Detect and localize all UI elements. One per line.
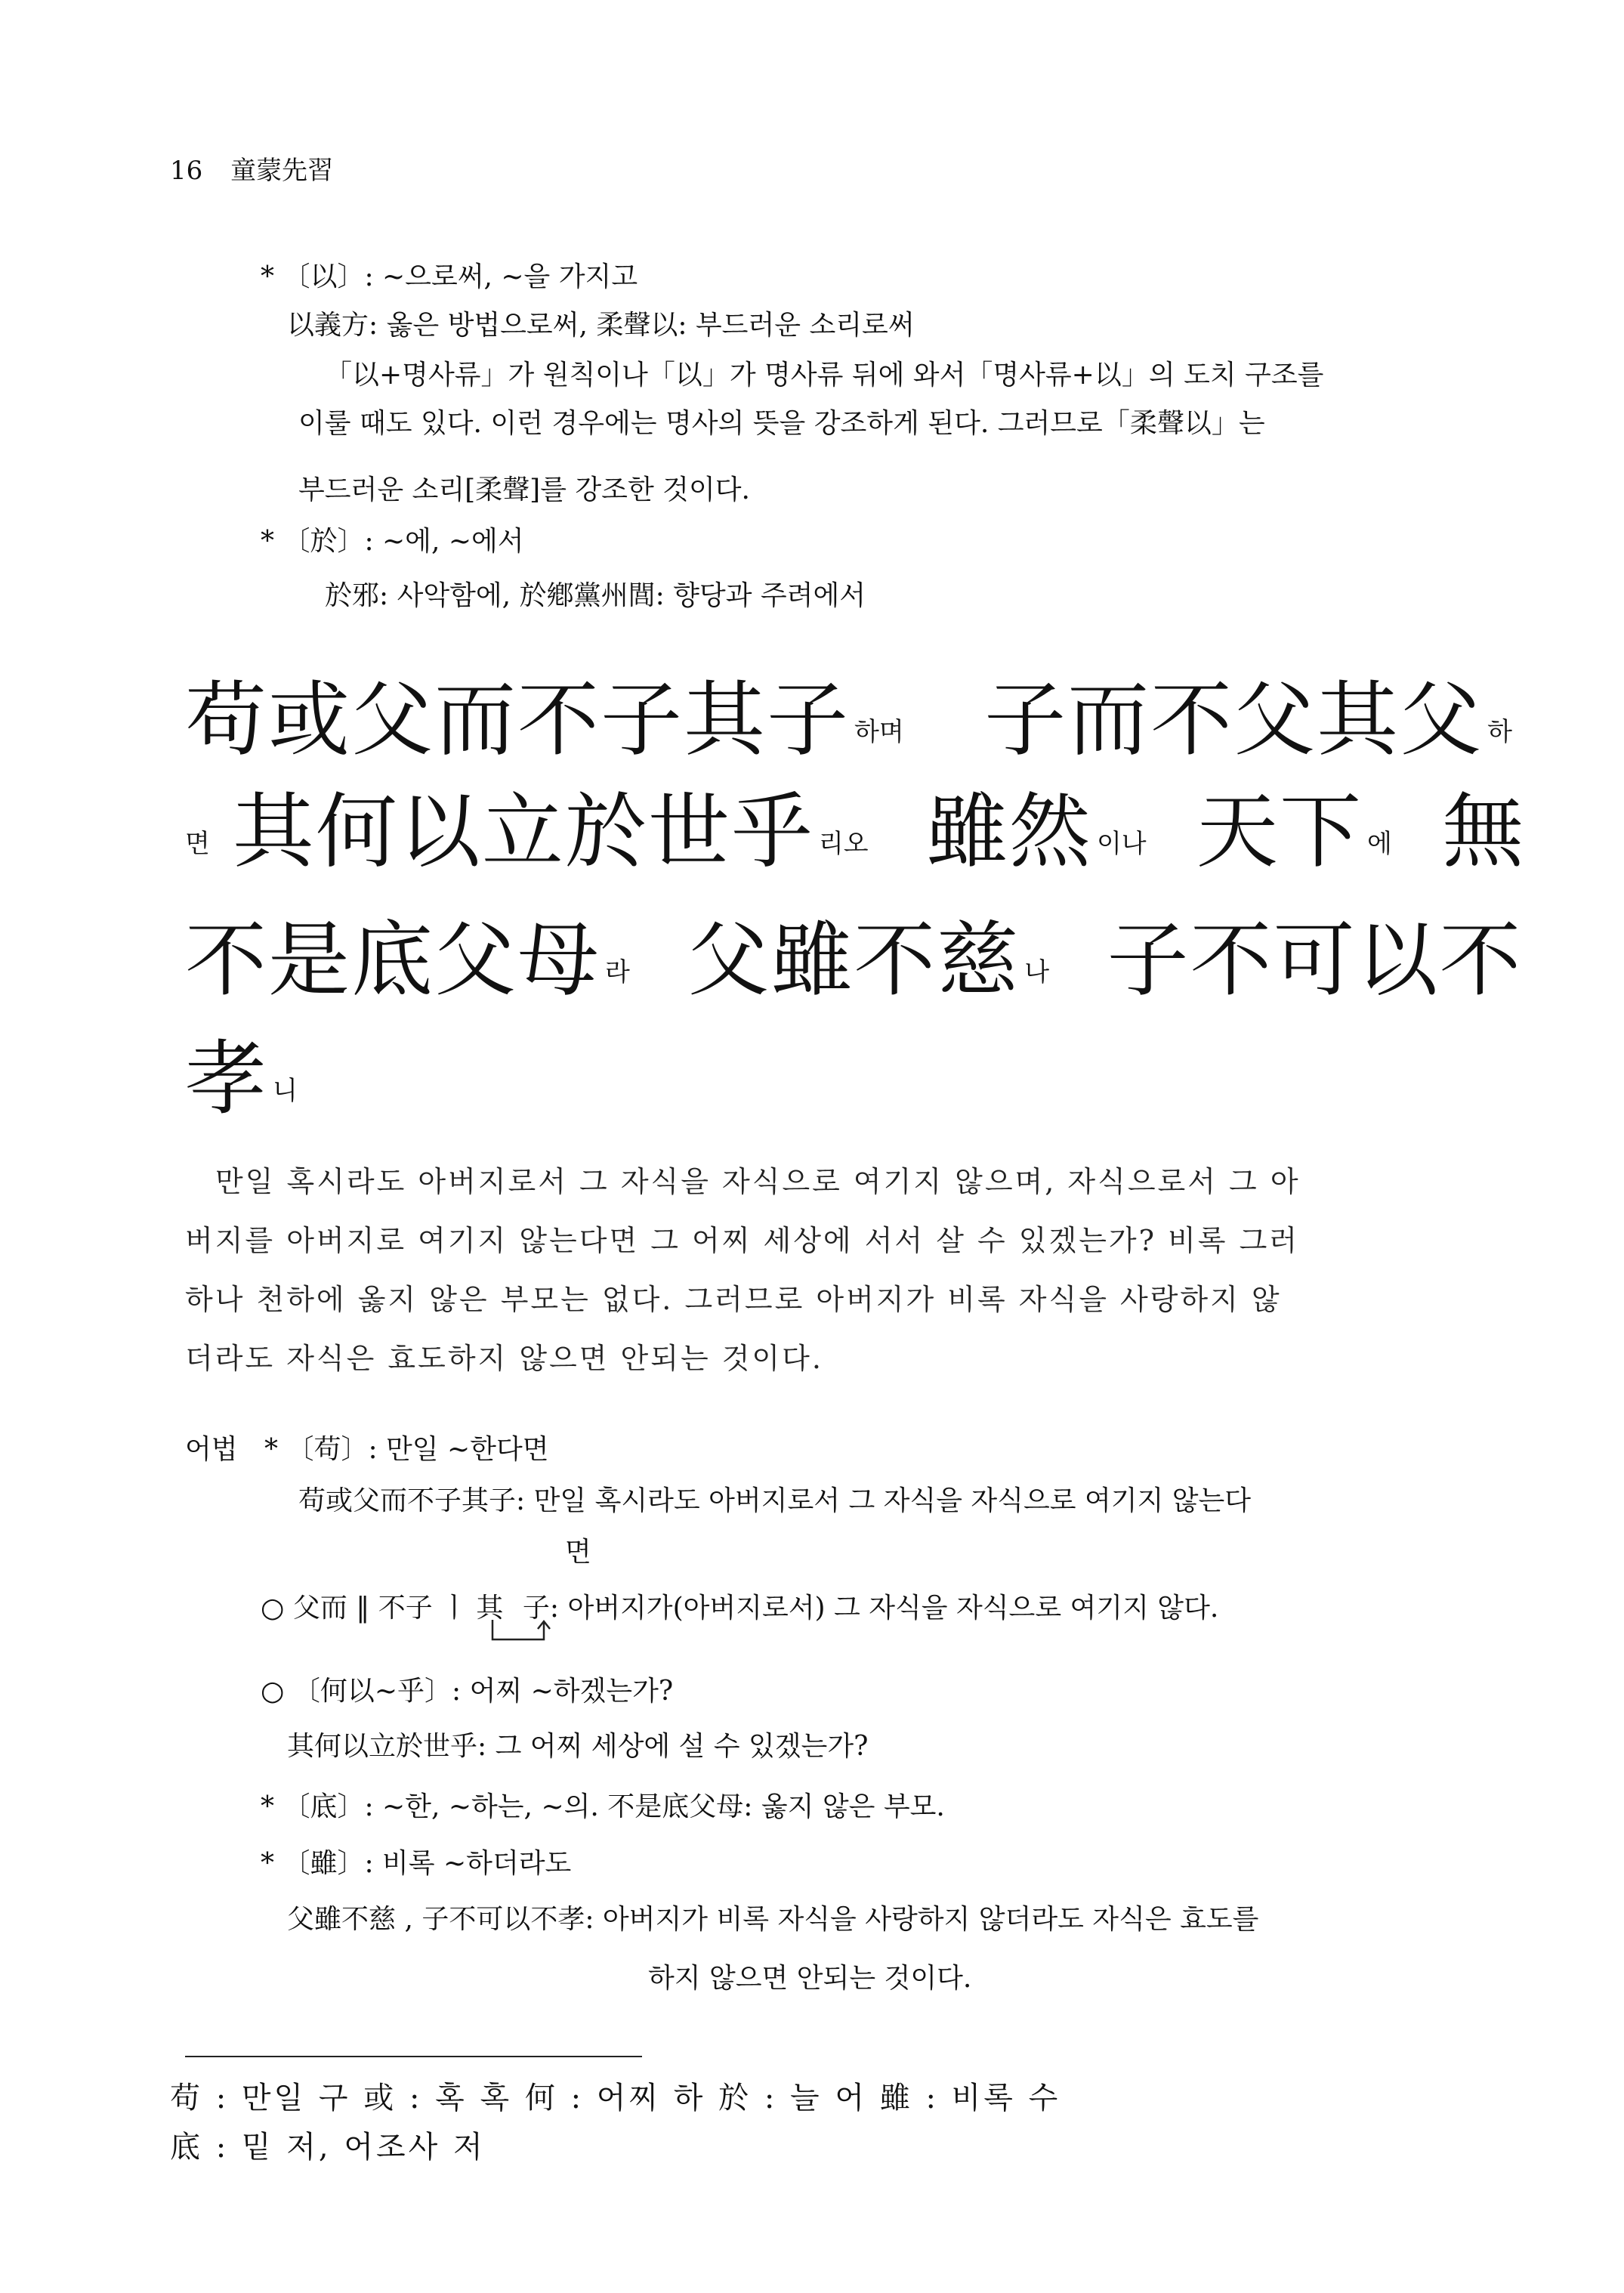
grammar-entry: ○ 〔何以~乎〕: 어찌 ~하겠는가? bbox=[261, 1676, 674, 1707]
qi-char: 其 bbox=[476, 1593, 504, 1624]
hangul-suffix: 하 bbox=[1487, 717, 1512, 747]
footnote-divider bbox=[185, 2056, 642, 2057]
book-title: 童蒙先習 bbox=[230, 156, 334, 186]
hangul-suffix: 리오 bbox=[818, 829, 869, 859]
footnote-gloss-line-1: 苟 : 만일 구 或 : 혹 혹 何 : 어찌 하 於 : 늘 어 雖 : 비록 수 bbox=[170, 2081, 1061, 2115]
main-text-segment: 子不可以不 bbox=[1107, 913, 1523, 1008]
main-text-segment: 子而不父其父 bbox=[984, 673, 1484, 768]
grammar-entry: 하지 않으면 안되는 것이다. bbox=[648, 1963, 972, 1994]
footnote-gloss-line-2: 底 : 밑 저, 어조사 저 bbox=[170, 2130, 486, 2165]
grammar-entry: 父雖不慈 , 子不可以不孝: 아버지가 비록 자식을 사랑하지 않더라도 자식은 효도를 bbox=[287, 1904, 1259, 1935]
grammar-top-line-5: 부드러운 소리[柔聲]를 강조한 것이다. bbox=[298, 474, 750, 505]
page-number: 16 bbox=[170, 156, 203, 186]
translation-line: 만일 혹시라도 아버지로서 그 자식을 자식으로 여기지 않으며, 자식으로서 그 아 bbox=[215, 1165, 1301, 1198]
grammar-top-line-7: 於邪: 사악함에, 於鄕黨州閭: 향당과 주려에서 bbox=[325, 580, 866, 611]
translation-line: 더라도 자식은 효도하지 않으면 안되는 것이다. bbox=[185, 1342, 823, 1375]
page-header bbox=[170, 150, 333, 187]
hangul-suffix: 하며 bbox=[854, 717, 904, 747]
hangul-suffix: 면 bbox=[185, 829, 210, 859]
main-text-segment: 雖然 bbox=[925, 785, 1092, 879]
translation-line: 버지를 아버지로 여기지 않는다면 그 어찌 세상에 서서 살 수 있겠는가? 비록 그러 bbox=[185, 1224, 1299, 1257]
main-text-segment: 無 bbox=[1442, 785, 1526, 879]
grammar-top-line-4: 이룰 때도 있다. 이런 경우에는 명사의 뜻을 강조하게 된다. 그러므로「柔聲以」는 bbox=[298, 408, 1265, 439]
hangul-suffix: 이나 bbox=[1096, 829, 1147, 859]
main-text-segment: 天下 bbox=[1196, 785, 1363, 879]
grammar-entry: * 〔苟〕: 만일 ~한다면 bbox=[264, 1434, 549, 1465]
main-text-line-1 bbox=[185, 673, 1512, 768]
main-text-line-2 bbox=[185, 785, 1526, 879]
main-text-segment: 父雖不慈 bbox=[687, 913, 1020, 1008]
translation-paragraph bbox=[185, 1152, 1439, 1388]
grammar-entry: * 〔雖〕: 비록 ~하더라도 bbox=[261, 1848, 572, 1879]
main-text-segment: 孝 bbox=[185, 1032, 269, 1126]
grammar-top-line-2: 以義方: 옳은 방법으로써, 柔聲以: 부드러운 소리로써 bbox=[287, 310, 915, 341]
translation-line: 하나 천하에 옳지 않은 부모는 없다. 그러므로 아버지가 비록 자식을 사랑하지 않 bbox=[185, 1283, 1282, 1316]
grammar-top-line-1: * 〔以〕: ~으로써, ~을 가지고 bbox=[261, 261, 638, 292]
structure-arrow-icon bbox=[483, 1617, 567, 1655]
grammar-top-line-3: 「以+명사류」가 원칙이나「以」가 명사류 뒤에 와서「명사류+以」의 도치 구조를 bbox=[325, 360, 1324, 391]
grammar-label: 어법 bbox=[185, 1434, 238, 1465]
grammar-entry: 苟或父而不子其子: 만일 혹시라도 아버지로서 그 자식을 자식으로 여기지 않는다 bbox=[298, 1485, 1252, 1516]
grammar-entry: * 〔底〕: ~한, ~하는, ~의. 不是底父母: 옳지 않은 부모. bbox=[261, 1791, 945, 1822]
grammar-entry: 면 bbox=[565, 1537, 591, 1568]
main-text-segment: 苟或父而不子其子 bbox=[185, 673, 851, 768]
main-text-segment: 其何以立於世乎 bbox=[232, 785, 814, 879]
hangul-suffix: 니 bbox=[273, 1076, 298, 1106]
hangul-suffix: 라 bbox=[605, 957, 630, 987]
grammar-entry: 其何以立於世乎: 그 어찌 세상에 설 수 있겠는가? bbox=[287, 1731, 869, 1762]
hangul-suffix: 나 bbox=[1024, 957, 1050, 987]
grammar-entry-structure: ○ 父而 ‖ 不子 ㅣ 其 子: 아버지가(아버지로서) 그 자식을 자식으로 여기지 않다. bbox=[261, 1593, 1219, 1624]
main-text-line-4 bbox=[185, 1032, 298, 1126]
grammar-top-line-6: * 〔於〕: ~에, ~에서 bbox=[261, 526, 524, 557]
main-text-segment: 不是底父母 bbox=[185, 913, 601, 1008]
main-text-line-3 bbox=[185, 913, 1523, 1008]
zi-char: 子 bbox=[522, 1593, 550, 1624]
hangul-suffix: 에 bbox=[1367, 829, 1392, 859]
